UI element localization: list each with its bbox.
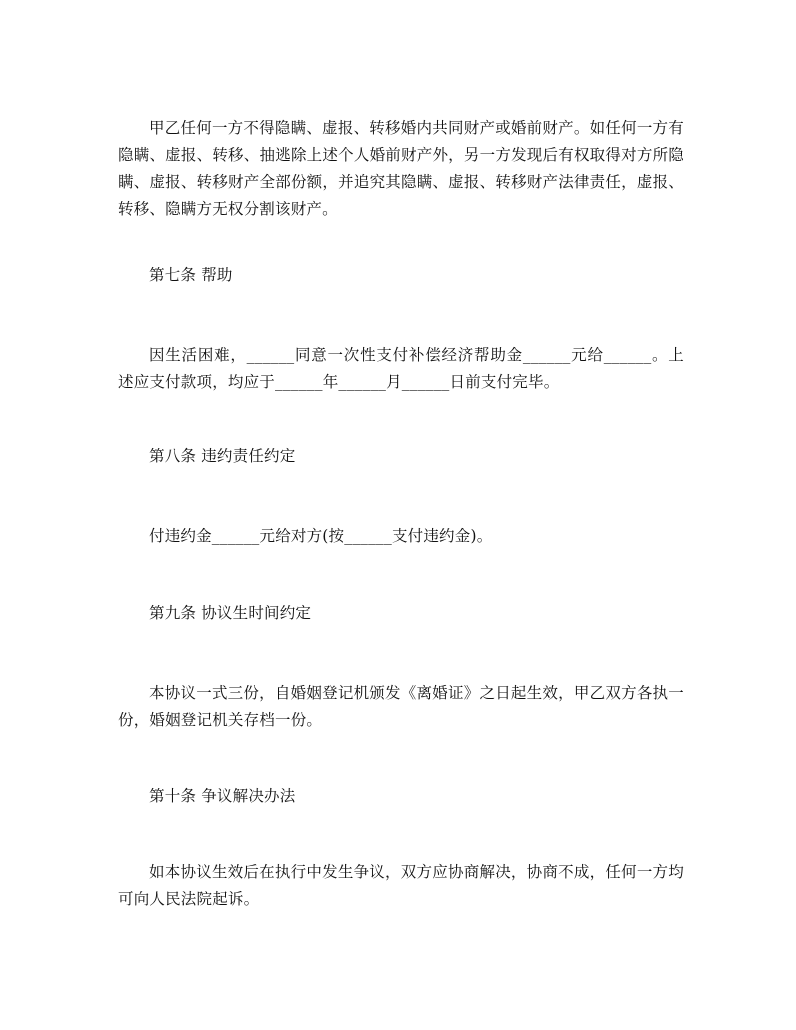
article-7-heading-block — [118, 262, 684, 289]
article-10-block — [118, 859, 684, 913]
article-7-heading: 第七条 帮助 — [149, 266, 233, 284]
article-9-heading-block — [118, 600, 684, 627]
article-9-paragraph: 本协议一式三份，自婚姻登记机颁发《离婚证》之日起生效，甲乙双方各执一份，婚姻登记机关存档一份。 — [118, 684, 684, 729]
article-8-paragraph: 付违约金______元给对方(按______支付违约金)。 — [149, 527, 493, 545]
article-10-paragraph: 如本协议生效后在执行中发生争议，双方应协商解决，协商不成，任何一方均可向人民法院起诉。 — [118, 863, 684, 908]
article-10-heading: 第十条 争议解决办法 — [149, 787, 296, 805]
article-8-heading: 第八条 违约责任约定 — [149, 447, 296, 465]
article-7-paragraph: 因生活困难，______同意一次性支付补偿经济帮助金______元给______。上述应支付款项，均应于______年______月______日前支付完毕。 — [118, 346, 684, 391]
article-9-block — [118, 680, 684, 734]
article-7-block — [118, 342, 684, 396]
property-paragraph: 甲乙任何一方不得隐瞒、虚报、转移婚内共同财产或婚前财产。如任何一方有隐瞒、虚报、转移、抽逃除上述个人婚前财产外，另一方发现后有权取得对方所隐瞒、虚报、转移财产全部份额，并追究其隐瞒、虚报、转移财产法律责任，虚报、转移、隐瞒方无权分割该财产。 — [118, 119, 684, 218]
article-8-heading-block — [118, 443, 684, 470]
property-clause-block — [118, 115, 684, 223]
article-10-heading-block — [118, 783, 684, 810]
article-8-block — [118, 523, 684, 550]
article-9-heading: 第九条 协议生时间约定 — [149, 604, 312, 622]
